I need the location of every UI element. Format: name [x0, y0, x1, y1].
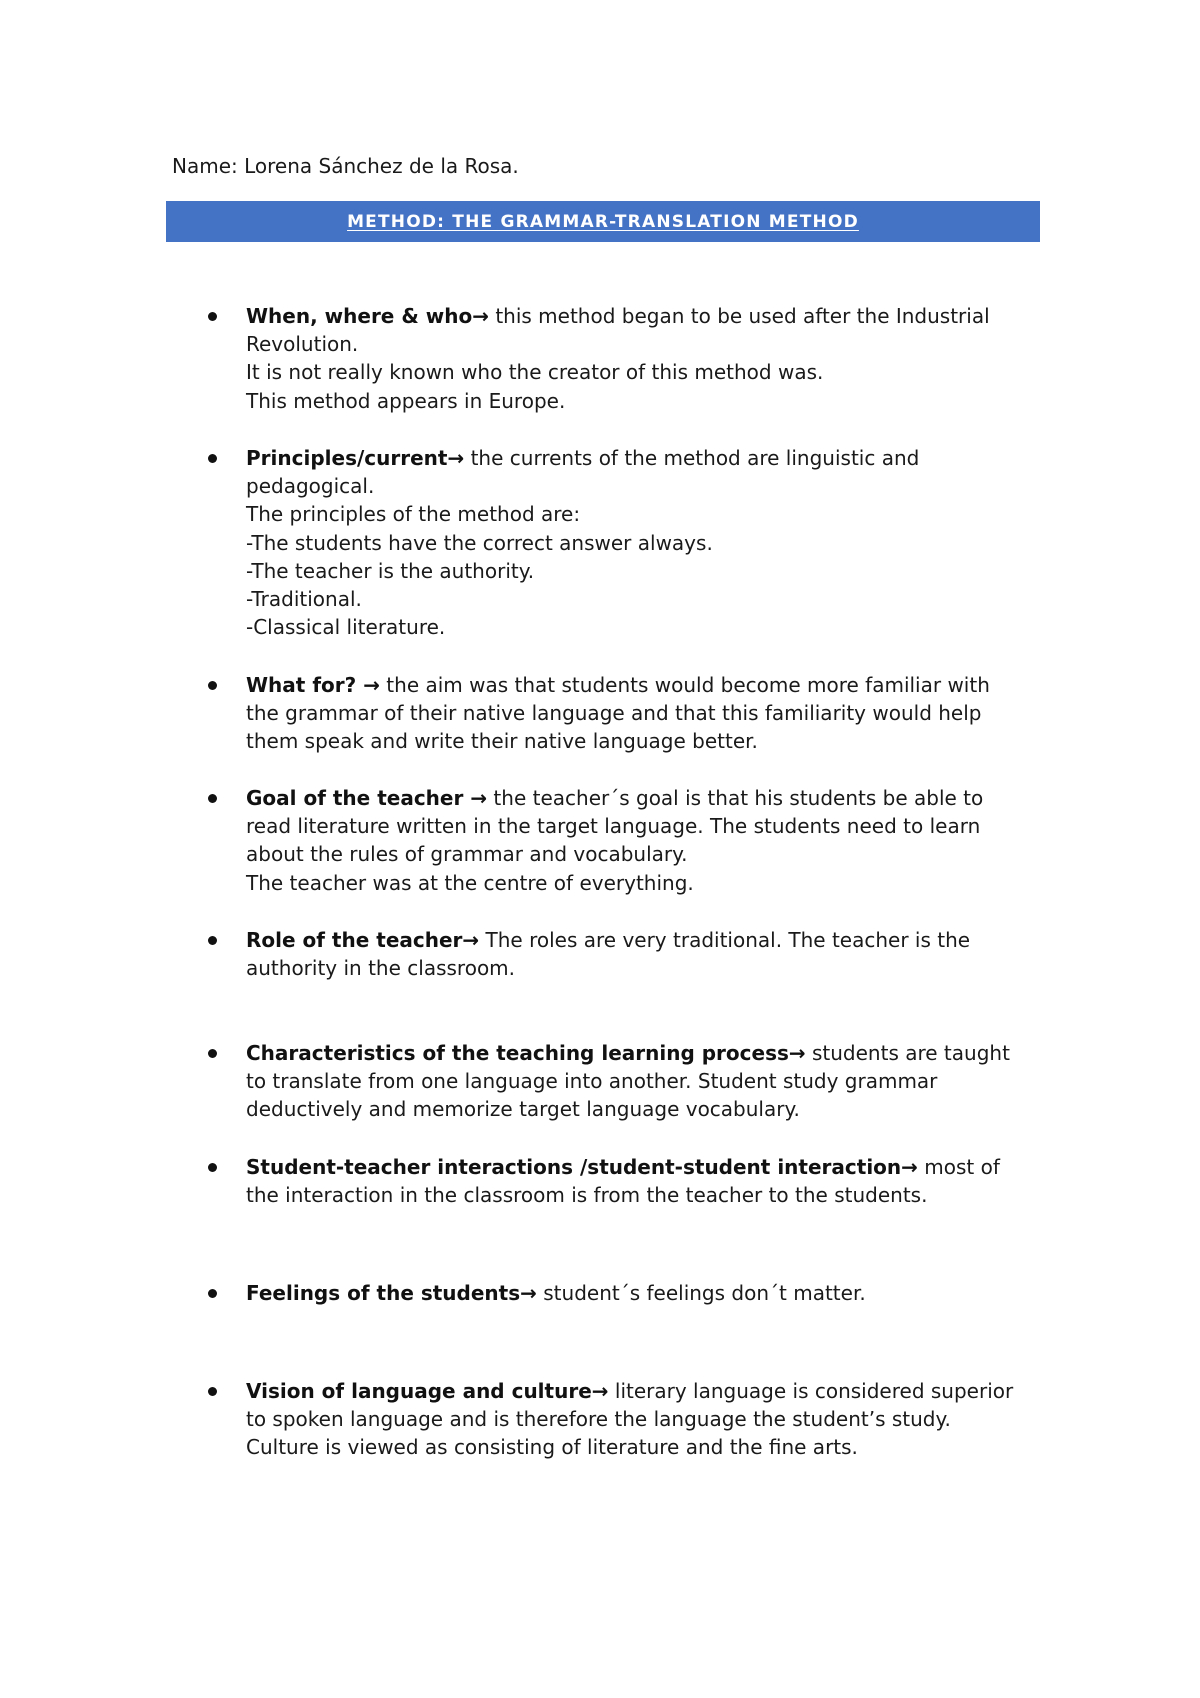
- title-banner: [166, 201, 1040, 242]
- item-text: literary language is considered superior: [608, 1379, 1014, 1403]
- item-text: The roles are very traditional. The teacher is the: [479, 928, 971, 952]
- item-text: The teacher was at the centre of everything.: [246, 870, 694, 895]
- list-item: [246, 1039, 1036, 1124]
- item-text: the currents of the method are linguistic and: [464, 446, 920, 470]
- student-name: Name: Lorena Sánchez de la Rosa.: [172, 154, 519, 178]
- item-heading: When, where & who: [246, 304, 473, 328]
- bullet-dot-icon: [208, 1049, 217, 1058]
- list-item: [246, 302, 1036, 415]
- bullet-dot-icon: [208, 312, 217, 321]
- arrow-icon: →: [520, 1281, 537, 1305]
- bullet-dot-icon: [208, 681, 217, 690]
- bullet-dot-icon: [208, 794, 217, 803]
- list-item: [246, 671, 1036, 756]
- arrow-icon: →: [472, 304, 489, 328]
- item-heading: Goal of the teacher: [246, 786, 471, 810]
- item-text: The principles of the method are:: [246, 502, 581, 527]
- item-heading: Characteristics of the teaching learning process: [246, 1041, 789, 1065]
- item-text: about the rules of grammar and vocabulary.: [246, 842, 688, 867]
- item-text: student´s feelings don´t matter.: [536, 1281, 866, 1305]
- list-item: [246, 926, 1036, 982]
- bullet-dot-icon: [208, 1387, 217, 1396]
- bullet-dot-icon: [208, 454, 217, 463]
- item-text: the interaction in the classroom is from the teacher to the students.: [246, 1183, 928, 1208]
- item-text: the teacher´s goal is that his students be able to: [487, 786, 984, 810]
- arrow-icon: →: [591, 1379, 609, 1403]
- item-text: Revolution.: [246, 332, 359, 357]
- list-item: [246, 784, 1036, 897]
- item-text: pedagogical.: [246, 474, 375, 499]
- bullet-dot-icon: [208, 1163, 217, 1172]
- arrow-icon: →: [447, 446, 465, 470]
- arrow-icon: →: [901, 1155, 918, 1179]
- item-text: deductively and memorize target language vocabulary.: [246, 1097, 800, 1122]
- document-title: METHOD: THE GRAMMAR-TRANSLATION METHOD: [347, 211, 859, 232]
- item-heading: Vision of language and culture: [246, 1379, 592, 1403]
- item-text: -The teacher is the authority.: [246, 558, 535, 583]
- item-text: most of: [917, 1155, 1000, 1179]
- item-heading: Principles/current: [246, 446, 448, 470]
- item-text: This method appears in Europe.: [246, 388, 566, 413]
- arrow-icon: →: [462, 928, 480, 952]
- item-text: authority in the classroom.: [246, 956, 516, 981]
- item-heading: What for?: [246, 673, 364, 697]
- item-text: to spoken language and is therefore the language the student’s study.: [246, 1407, 951, 1432]
- arrow-icon: →: [363, 673, 380, 697]
- item-text: -The students have the correct answer always.: [246, 530, 713, 555]
- list-item: [246, 444, 1036, 641]
- item-text: this method began to be used after the Industrial: [488, 304, 990, 328]
- item-text: them speak and write their native language better.: [246, 729, 758, 754]
- list-item: [246, 1377, 1036, 1462]
- item-heading: Student-teacher interactions /student-student interaction: [246, 1155, 902, 1179]
- item-text: -Classical literature.: [246, 615, 446, 640]
- item-heading: Role of the teacher: [246, 928, 463, 952]
- arrow-icon: →: [470, 786, 488, 810]
- list-item: [246, 1279, 1036, 1307]
- bullet-dot-icon: [208, 1289, 217, 1298]
- item-text: students are taught: [805, 1041, 1010, 1065]
- item-text: -Traditional.: [246, 587, 362, 612]
- item-text: It is not really known who the creator of this method was.: [246, 360, 824, 385]
- bullet-dot-icon: [208, 936, 217, 945]
- item-text: the aim was that students would become more familiar with: [379, 673, 990, 697]
- item-text: Culture is viewed as consisting of literature and the fine arts.: [246, 1435, 858, 1460]
- list-item: [246, 1153, 1036, 1209]
- item-text: the grammar of their native language and that this familiarity would help: [246, 701, 982, 726]
- item-heading: Feelings of the students: [246, 1281, 521, 1305]
- item-text: read literature written in the target language. The students need to learn: [246, 814, 981, 839]
- arrow-icon: →: [788, 1041, 806, 1065]
- item-text: to translate from one language into another. Student study grammar: [246, 1069, 938, 1094]
